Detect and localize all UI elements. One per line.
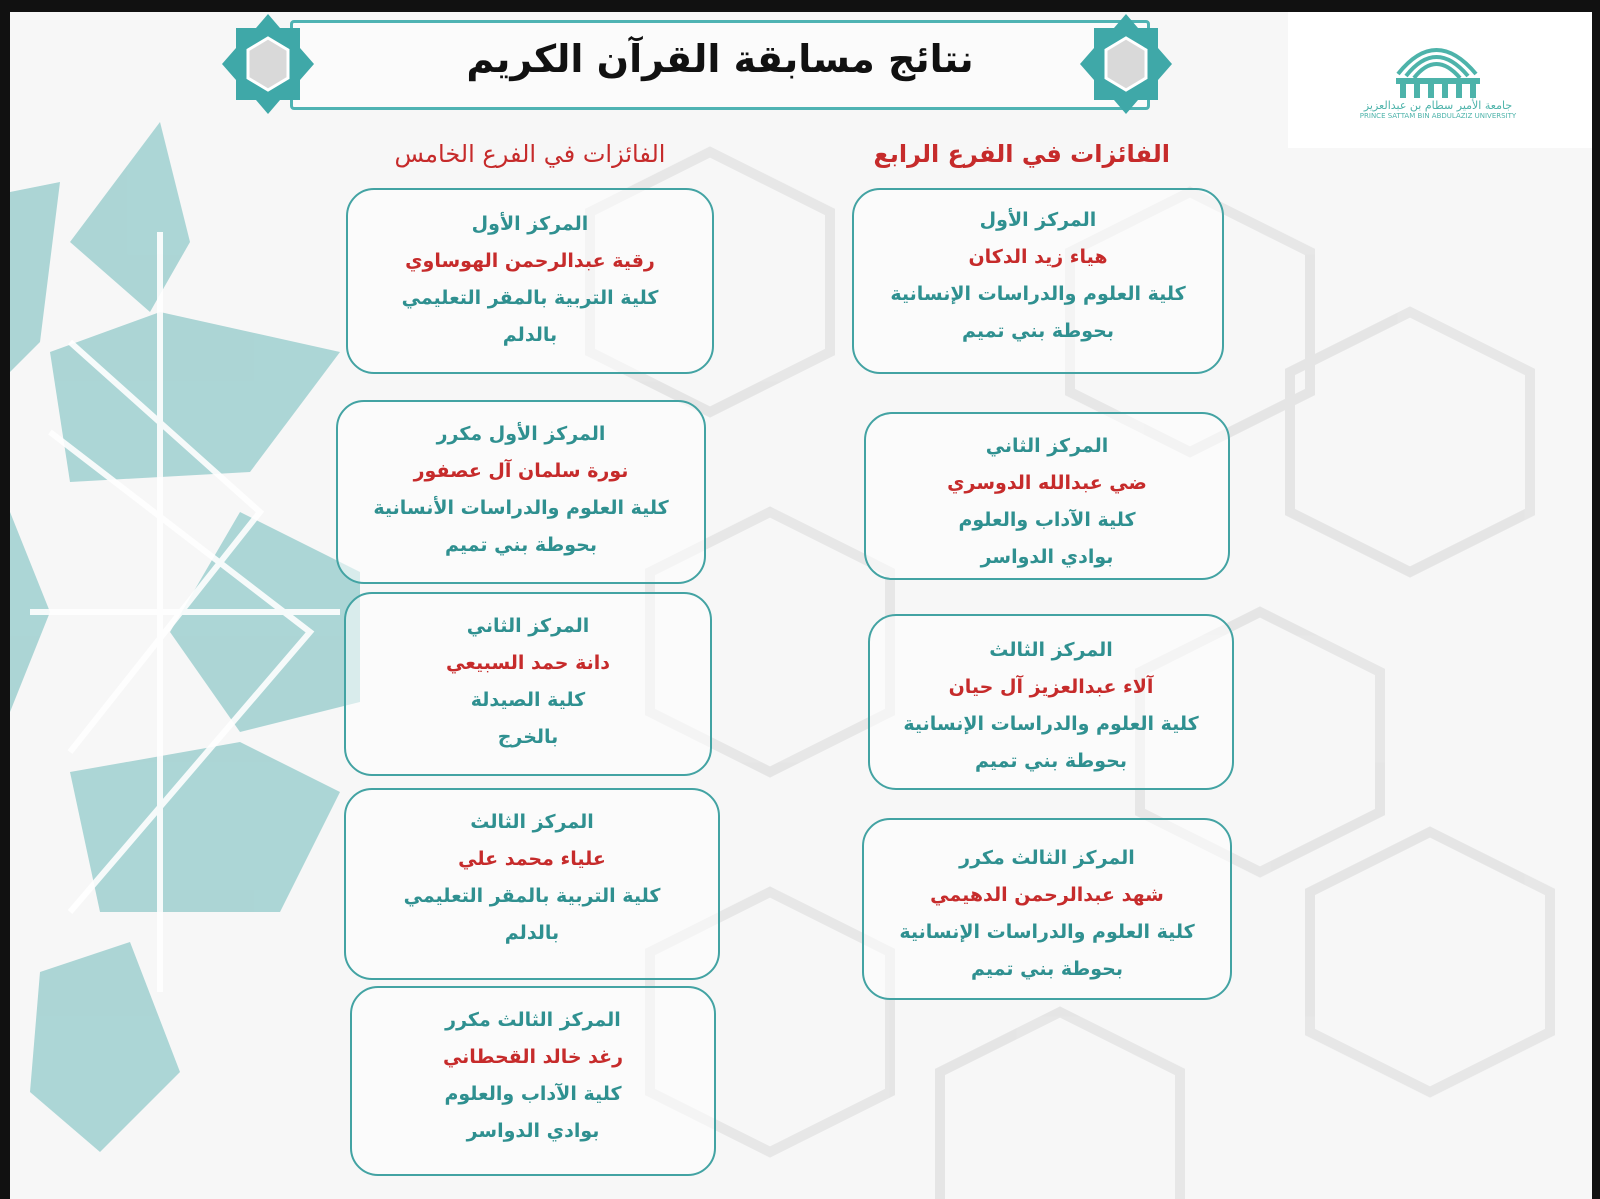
svg-text:جامعة الأمير سطام بن عبدالعزيز: جامعة الأمير سطام بن عبدالعزيز: [1363, 99, 1513, 112]
branch5-card-4: [344, 788, 720, 980]
winner-name: ضي عبدالله الدوسري: [947, 472, 1147, 494]
rank-label: المركز الأول: [471, 213, 589, 235]
campus-location: بوادي الدواسر: [980, 546, 1114, 568]
rank-label: المركز الأول: [979, 209, 1097, 231]
rank-label: المركز الثالث مكرر: [959, 847, 1135, 869]
campus-location: بوادي الدواسر: [466, 1120, 600, 1142]
logo-emblem: [1288, 12, 1592, 148]
college-name: كلية الآداب والعلوم: [444, 1083, 622, 1105]
branch4-heading: الفائزات في الفرع الرابع: [873, 140, 1170, 168]
branch5-card-5: [350, 986, 716, 1176]
rank-label: المركز الأول مكرر: [436, 423, 606, 445]
college-name: كلية العلوم والدراسات الأنسانية: [373, 497, 669, 519]
branch4-card-1: [852, 188, 1224, 374]
winner-name: رغد خالد القحطاني: [442, 1046, 624, 1068]
rank-label: المركز الثالث: [989, 639, 1113, 661]
campus-location: بالدلم: [504, 922, 560, 944]
winner-name: رقية عبدالرحمن الهوساوي: [405, 250, 655, 272]
page-title: نتائج مسابقة القرآن الكريم: [466, 37, 974, 81]
background-pattern: [10, 12, 1592, 1199]
left-star-ornament-icon: [218, 12, 318, 116]
winner-name: شهد عبدالرحمن الدهيمي: [930, 884, 1164, 906]
campus-location: بحوطة بني تميم: [444, 534, 598, 556]
winner-name: علياء محمد علي: [458, 848, 606, 870]
campus-location: بحوطة بني تميم: [961, 320, 1115, 342]
college-name: كلية العلوم والدراسات الإنسانية: [903, 713, 1199, 735]
college-name: كلية التربية بالمقر التعليمي: [403, 885, 661, 907]
slide: [10, 12, 1592, 1199]
title-banner: [290, 20, 1150, 110]
right-star-ornament-icon: [1076, 12, 1176, 116]
branch5-heading: الفائزات في الفرع الخامس: [394, 140, 666, 168]
branch5-card-2: [336, 400, 706, 584]
rank-label: المركز الثاني: [985, 435, 1109, 457]
rank-label: المركز الثاني: [466, 615, 590, 637]
branch5-card-1: [346, 188, 714, 374]
campus-location: بالخرج: [497, 726, 559, 748]
rank-label: المركز الثالث مكرر: [445, 1009, 621, 1031]
branch4-card-2: [864, 412, 1230, 580]
branch4-card-3: [868, 614, 1234, 790]
rank-label: المركز الثالث: [470, 811, 594, 833]
college-name: كلية العلوم والدراسات الإنسانية: [890, 283, 1186, 305]
campus-location: بالدلم: [502, 324, 558, 346]
branch5-card-3: [344, 592, 712, 776]
university-logo: [1288, 12, 1592, 148]
campus-location: بحوطة بني تميم: [970, 958, 1124, 980]
campus-location: بحوطة بني تميم: [974, 750, 1128, 772]
winner-name: دانة حمد السبيعي: [446, 652, 610, 674]
winner-name: هياء زيد الدكان: [968, 246, 1108, 268]
winner-name: آلاء عبدالعزيز آل حيان: [948, 676, 1154, 698]
winner-name: نورة سلمان آل عصفور: [413, 460, 629, 482]
college-name: كلية العلوم والدراسات الإنسانية: [899, 921, 1195, 943]
college-name: كلية التربية بالمقر التعليمي: [401, 287, 659, 309]
college-name: كلية الآداب والعلوم: [958, 509, 1136, 531]
svg-text:PRINCE SATTAM BIN ABDULAZIZ UN: PRINCE SATTAM BIN ABDULAZIZ UNIVERSITY: [1359, 112, 1517, 120]
branch4-card-4: [862, 818, 1232, 1000]
college-name: كلية الصيدلة: [470, 689, 586, 711]
